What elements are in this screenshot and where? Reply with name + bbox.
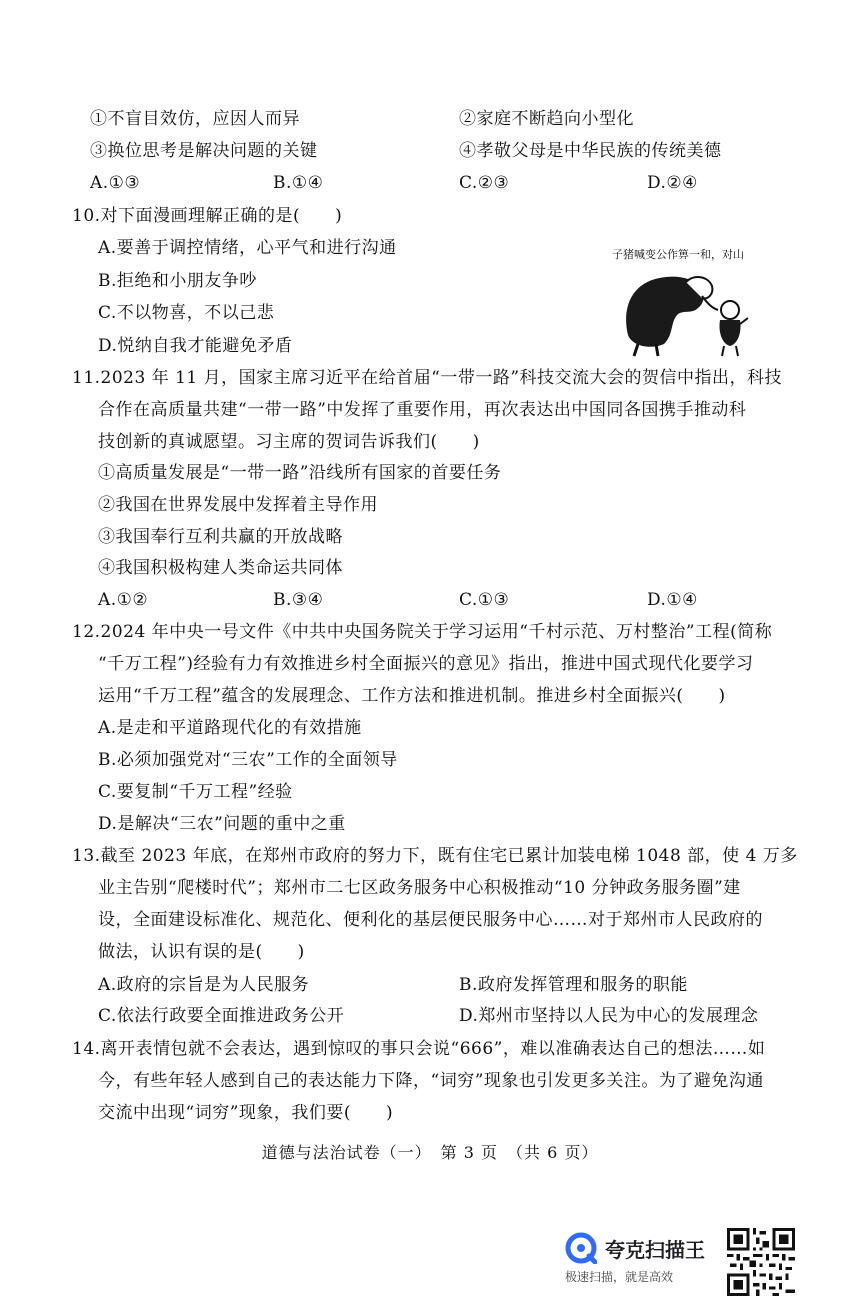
q13-option-b: B.政府发挥管理和服务的职能 — [459, 975, 688, 995]
q12-option-a: A.是走和平道路现代化的有效措施 — [98, 718, 362, 738]
q14-stem-line-1: 14.离开表情包就不会表达，遇到惊叹的事只会说“666”，难以准确表达自己的想法……如 — [72, 1039, 766, 1059]
q9-statement-1: ①不盲目效仿，应因人而异 — [90, 109, 300, 129]
q14-stem-line-3: 交流中出现“词穷”现象，我们要( ) — [98, 1103, 394, 1123]
q13-stem-line-2: 业主告别“爬楼时代”；郑州市二七区政务服务中心积极推动“10 分钟政务服务圈”建 — [98, 878, 741, 898]
q9-statement-3: ③换位思考是解决问题的关键 — [90, 141, 318, 161]
q10-option-a: A.要善于调控情绪，心平气和进行沟通 — [98, 238, 397, 258]
q11-option-b: B.③④ — [273, 590, 324, 610]
small-figure-head — [721, 301, 739, 319]
q12-option-d: D.是解决“三农”问题的重中之重 — [98, 814, 346, 834]
q14-stem-line-2: 今，有些年轻人感到自己的表达能力下降，“词穷”现象也引发更多关注。为了避免沟通 — [98, 1071, 764, 1091]
cartoon-illustration — [608, 240, 788, 358]
q9-statement-2: ②家庭不断趋向小型化 — [459, 109, 634, 129]
page-footer: 道德与法治试卷（一） 第 3 页 （共 6 页） — [261, 1143, 599, 1162]
q13-stem-line-1: 13.截至 2023 年底，在郑州市政府的努力下，既有住宅已累计加装电梯 1048 部，使 4 万多 — [72, 846, 798, 866]
q11-stem-line-1: 11.2023 年 11 月，国家主席习近平在给首届“一带一路”科技交流大会的贺信中指出，科技 — [72, 368, 783, 388]
q13-stem-line-3: 设，全面建设标准化、规范化、便利化的基层便民服务中心……对于郑州市人民政府的 — [98, 910, 763, 930]
small-figure-arm — [740, 318, 748, 324]
q12-option-b: B.必须加强党对“三农”工作的全面领导 — [98, 750, 398, 770]
q10-option-b: B.拒绝和小朋友争吵 — [98, 271, 257, 291]
quark-logo-icon — [565, 1232, 597, 1264]
large-figure-arm — [702, 296, 718, 310]
q13-option-a: A.政府的宗旨是为人民服务 — [98, 975, 310, 995]
q11-statement-1: ①高质量发展是“一带一路”沿线所有国家的首要任务 — [98, 463, 502, 483]
q10-option-d: D.悦纳自我才能避免矛盾 — [98, 336, 293, 356]
q11-statement-2: ②我国在世界发展中发挥着主导作用 — [98, 495, 378, 515]
q9-option-b: B.①④ — [273, 173, 324, 193]
q11-option-a: A.①② — [98, 590, 149, 610]
q12-stem-line-3: 运用“千万工程”蕴含的发展理念、工作方法和推进机制。推进乡村全面振兴( ) — [98, 686, 726, 706]
q11-statement-3: ③我国奉行互利共赢的开放战略 — [98, 527, 343, 547]
small-figure-legs — [722, 346, 738, 356]
q9-statement-4: ④孝敬父母是中华民族的传统美德 — [459, 141, 722, 161]
q11-option-c: C.①③ — [459, 590, 510, 610]
watermark-subtitle: 极速扫描，就是高效 — [565, 1270, 674, 1284]
q13-option-c: C.依法行政要全面推进政务公开 — [98, 1006, 345, 1026]
q10-cartoon — [608, 240, 788, 358]
q12-stem-line-1: 12.2024 年中央一号文件《中共中央国务院关于学习运用“千村示范、万村整治”工程(简称 — [72, 622, 773, 642]
q10-option-c: C.不以物喜，不以己悲 — [98, 303, 275, 323]
q9-option-d: D.②④ — [647, 173, 698, 193]
watermark-title: 夸克扫描王 — [605, 1238, 705, 1262]
q11-stem-line-2: 合作在高质量共建“一带一路”中发挥了重要作用，再次表达出中国同各国携手推动科 — [98, 400, 747, 420]
q9-option-a: A.①③ — [90, 173, 141, 193]
q11-statement-4: ④我国积极构建人类命运共同体 — [98, 558, 343, 578]
q13-option-d: D.郑州市坚持以人民为中心的发展理念 — [459, 1006, 759, 1026]
q11-stem-line-3: 技创新的真诚愿望。习主席的贺词告诉我们( ) — [98, 432, 480, 452]
q12-stem-line-2: “千万工程”)经验有力有效推进乡村全面振兴的意见》指出，推进中国式现代化要学习 — [98, 654, 754, 674]
q10-stem: 10.对下面漫画理解正确的是( ) — [72, 206, 343, 226]
scanner-watermark — [565, 1228, 725, 1288]
cartoon-caption: 子猪喊变公作箅一和，对山 — [612, 248, 744, 261]
qr-code-icon[interactable] — [727, 1228, 795, 1296]
q12-option-c: C.要复制“千万工程”经验 — [98, 782, 293, 802]
q13-stem-line-4: 做法，认识有误的是( ) — [98, 942, 305, 962]
q9-option-c: C.②③ — [459, 173, 510, 193]
small-figure-body — [719, 320, 740, 346]
q11-option-d: D.①④ — [647, 590, 698, 610]
